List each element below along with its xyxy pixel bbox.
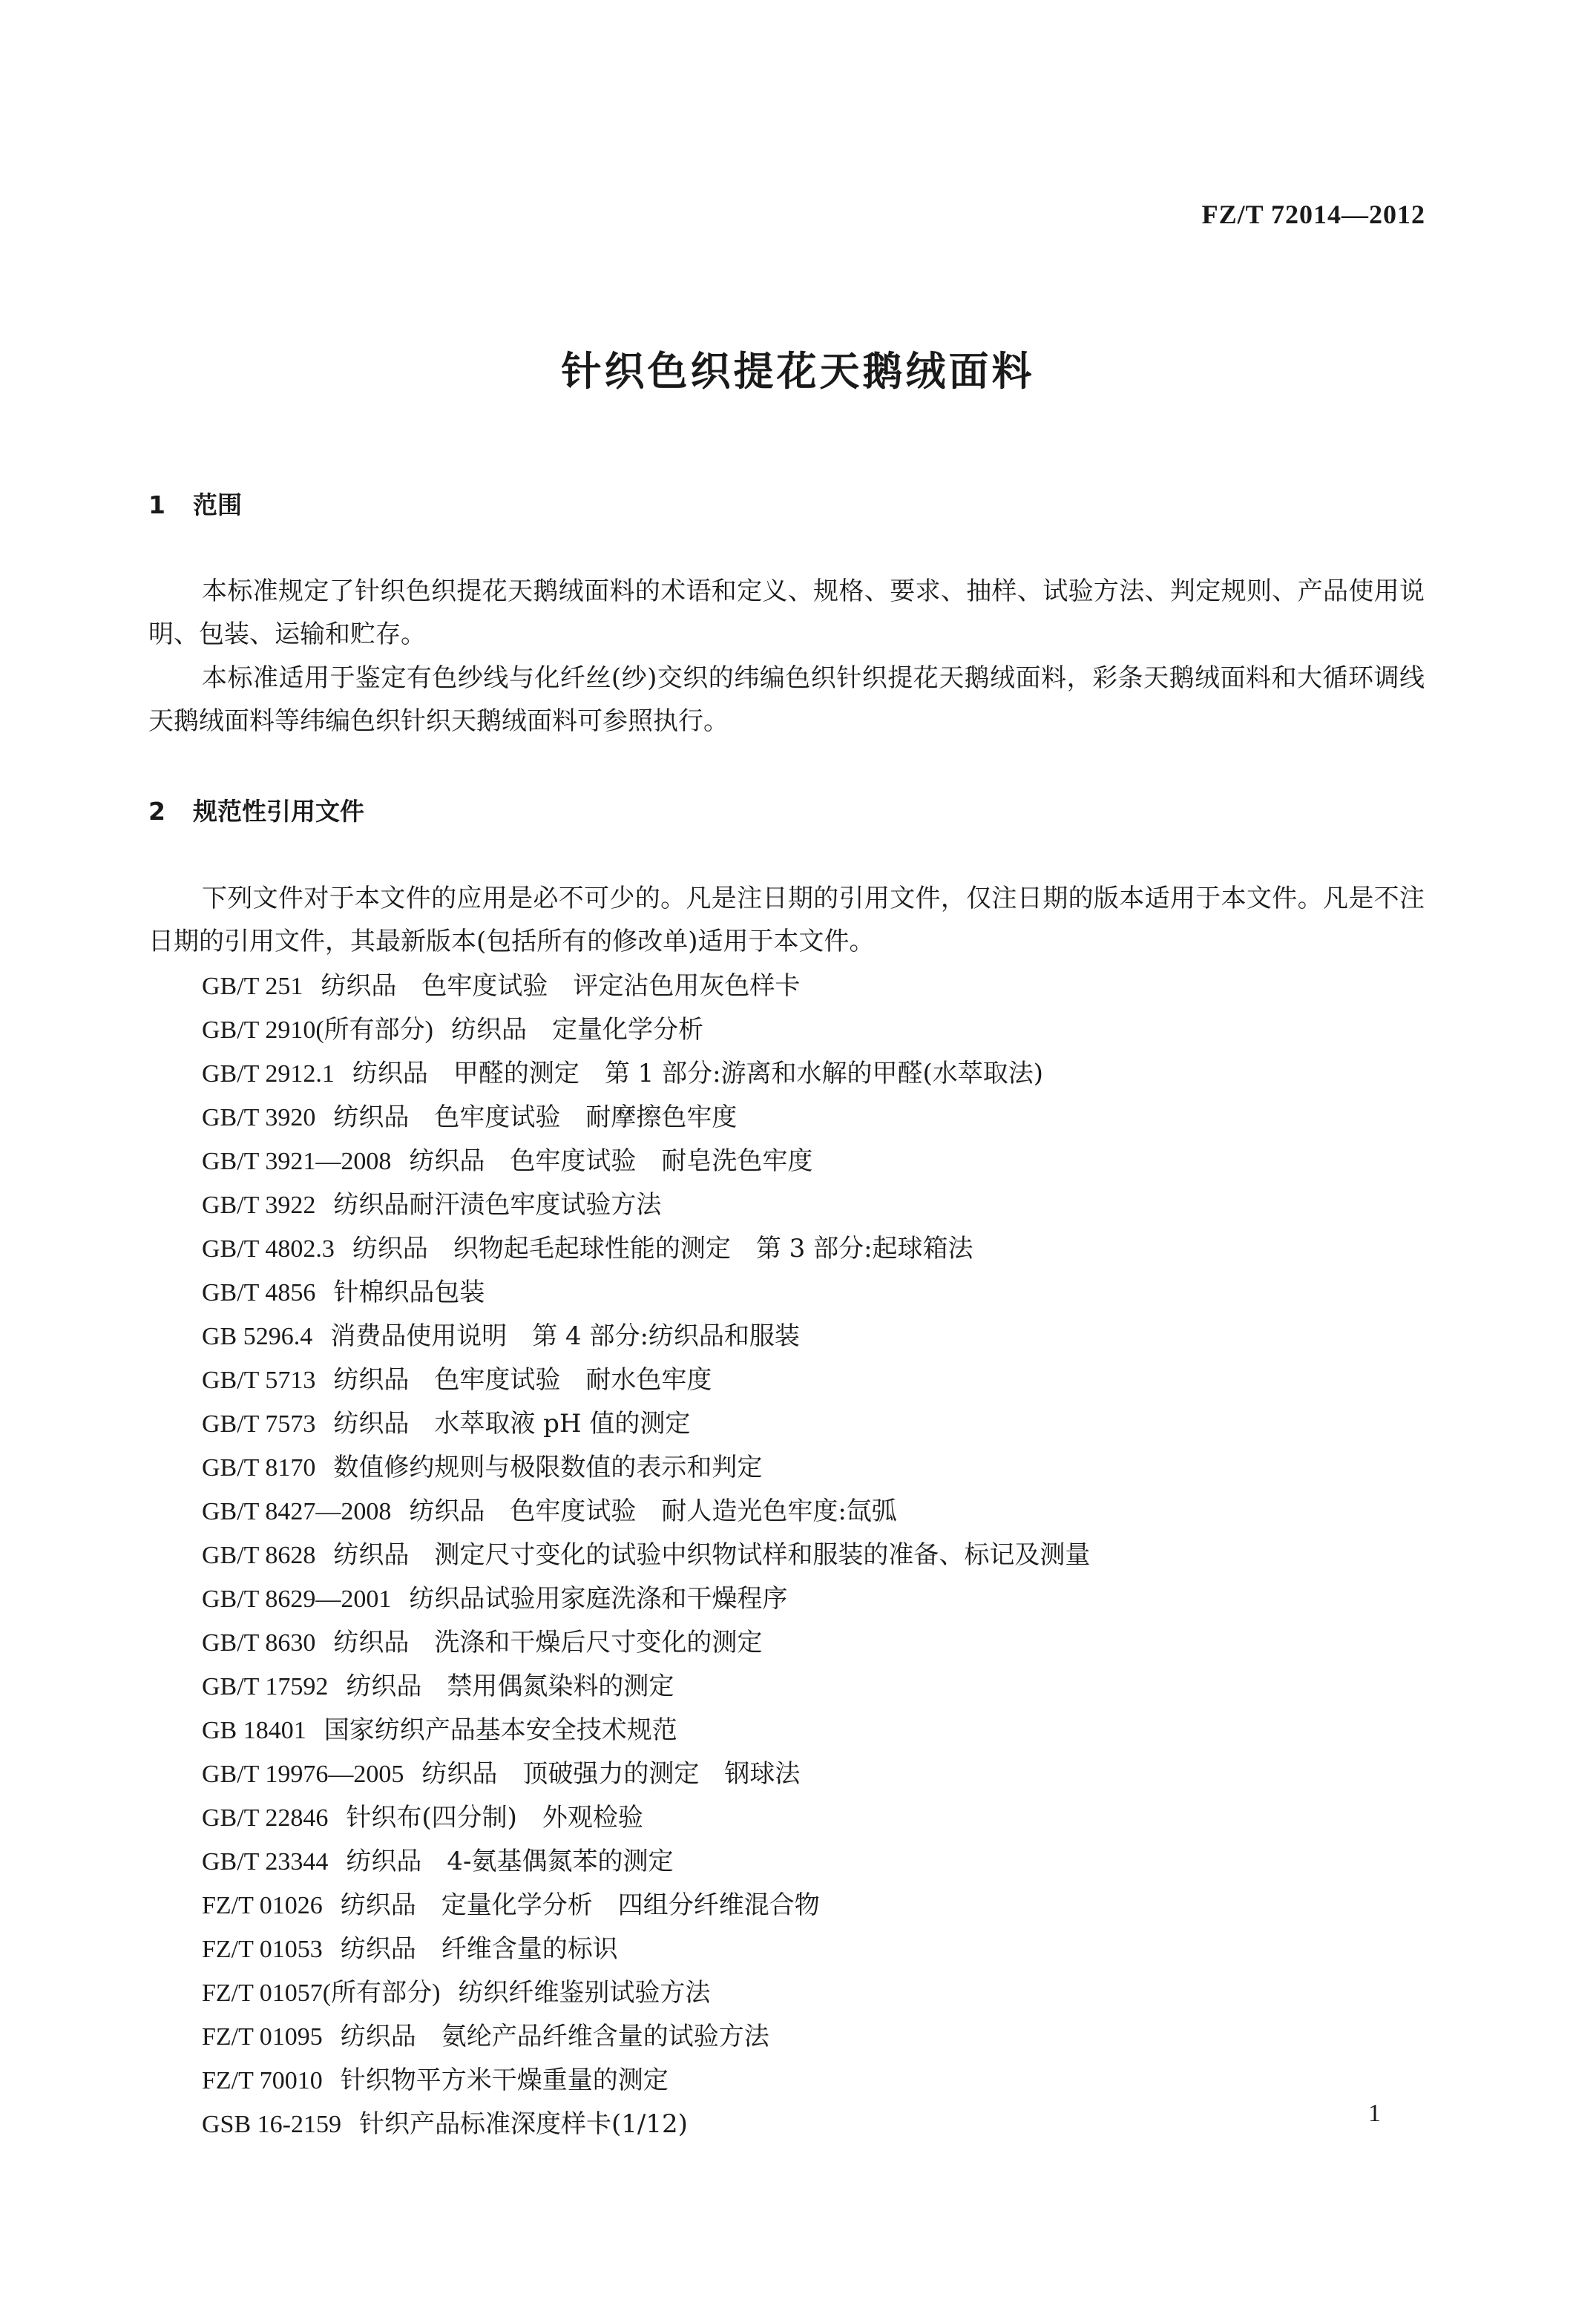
reference-list	[202, 964, 1090, 2146]
section-2-number: 2	[148, 797, 165, 826]
reference-code: GB/T 2910(所有部分)	[202, 1016, 433, 1044]
reference-code: GB/T 8170	[202, 1454, 316, 1482]
reference-item	[202, 1752, 1090, 1796]
section-1-paragraph-1: 本标准规定了针织色织提花天鹅绒面料的术语和定义、规格、要求、抽样、试验方法、判定规则、产品使用说明、包装、运输和贮存。	[148, 576, 1425, 649]
document-title: 针织色织提花天鹅绒面料	[561, 348, 1035, 395]
reference-title: 纺织品 色牢度试验 耐人造光色牢度:氙弧	[409, 1496, 897, 1526]
reference-code: GB/T 8630	[202, 1629, 316, 1657]
reference-item	[202, 1709, 1090, 1752]
reference-code: GB/T 17592	[202, 1673, 329, 1700]
reference-title: 纺织品 甲醛的测定 第 1 部分:游离和水解的甲醛(水萃取法)	[352, 1059, 1044, 1088]
reference-title: 纺织品 顶破强力的测定 钢球法	[421, 1759, 801, 1789]
reference-title: 纺织纤维鉴别试验方法	[458, 1978, 711, 2008]
reference-title: 纺织品 纤维含量的标识	[340, 1934, 618, 1964]
reference-code: GB/T 3920	[202, 1104, 316, 1131]
reference-title: 纺织品 测定尺寸变化的试验中织物试样和服装的准备、标记及测量	[333, 1540, 1091, 1570]
reference-item	[202, 1446, 1090, 1490]
reference-code: GSB 16-2159	[202, 2111, 341, 2138]
reference-item	[202, 1577, 1090, 1621]
reference-title: 针棉织品包装	[333, 1278, 485, 1307]
reference-item	[202, 1884, 1090, 1927]
reference-title: 纺织品 织物起毛起球性能的测定 第 3 部分:起球箱法	[352, 1234, 973, 1263]
reference-item	[202, 1315, 1090, 1358]
reference-item	[202, 1796, 1090, 1840]
reference-code: GB/T 19976—2005	[202, 1761, 404, 1788]
reference-item	[202, 1840, 1090, 1884]
reference-item	[202, 1402, 1090, 1446]
reference-title: 纺织品 禁用偶氮染料的测定	[346, 1672, 674, 1701]
reference-code: GB/T 8427—2008	[202, 1498, 392, 1525]
reference-item	[202, 1534, 1090, 1577]
reference-item	[202, 1358, 1090, 1402]
reference-item	[202, 1140, 1090, 1183]
reference-item	[202, 1227, 1090, 1271]
reference-item	[202, 1971, 1090, 2015]
reference-item	[202, 1490, 1090, 1534]
reference-title: 纺织品 色牢度试验 耐摩擦色牢度	[333, 1102, 738, 1132]
reference-code: FZ/T 01026	[202, 1892, 323, 1919]
reference-code: GB/T 8629—2001	[202, 1585, 392, 1613]
reference-title: 纺织品 4-氨基偶氮苯的测定	[346, 1847, 674, 1876]
reference-code: GB/T 2912.1	[202, 1060, 335, 1088]
reference-code: GB/T 23344	[202, 1848, 329, 1876]
reference-code: FZ/T 01053	[202, 1936, 323, 1963]
reference-title: 针织产品标准深度样卡(1/12)	[358, 2109, 688, 2139]
reference-title: 纺织品 色牢度试验 耐水色牢度	[333, 1365, 712, 1395]
reference-title: 纺织品 洗涤和干燥后尺寸变化的测定	[333, 1628, 763, 1657]
reference-title: 消费品使用说明 第 4 部分:纺织品和服装	[330, 1321, 800, 1351]
reference-item	[202, 2015, 1090, 2059]
reference-item	[202, 2103, 1090, 2146]
reference-title: 纺织品 定量化学分析	[450, 1015, 703, 1045]
reference-title: 针织物平方米干燥重量的测定	[340, 2065, 669, 2095]
reference-title: 针织布(四分制) 外观检验	[346, 1803, 643, 1833]
section-2-heading	[148, 792, 364, 827]
reference-title: 纺织品 水萃取液 pH 值的测定	[333, 1409, 691, 1439]
reference-item	[202, 1052, 1090, 1096]
reference-title: 纺织品 氨纶产品纤维含量的试验方法	[340, 2022, 769, 2051]
reference-item	[202, 1621, 1090, 1665]
reference-title: 国家纺织产品基本安全技术规范	[324, 1715, 677, 1745]
section-1-paragraph-2: 本标准适用于鉴定有色纱线与化纤丝(纱)交织的纬编色织针织提花天鹅绒面料，彩条天鹅绒面料和大循环调线天鹅绒面料等纬编色织针织天鹅绒面料可参照执行。	[148, 663, 1425, 736]
reference-item	[202, 1665, 1090, 1709]
reference-code: GB/T 4802.3	[202, 1235, 335, 1263]
reference-item	[202, 1096, 1090, 1140]
section-2-title: 规范性引用文件	[193, 797, 364, 826]
reference-title: 纺织品 色牢度试验 耐皂洗色牢度	[409, 1146, 813, 1176]
reference-code: GB/T 5713	[202, 1367, 316, 1394]
page-number: 1	[1368, 2100, 1381, 2127]
reference-item	[202, 1271, 1090, 1315]
section-1-title: 范围	[193, 490, 242, 519]
reference-code: GB 18401	[202, 1717, 306, 1744]
section-2-intro: 下列文件对于本文件的应用是必不可少的。凡是注日期的引用文件，仅注日期的版本适用于本文件。凡是不注日期的引用文件，其最新版本(包括所有的修改单)适用于本文件。	[148, 884, 1425, 956]
reference-item	[202, 1927, 1090, 1971]
reference-code: GB/T 251	[202, 973, 303, 1000]
reference-code: FZ/T 01095	[202, 2023, 323, 2051]
reference-title: 纺织品 色牢度试验 评定沾色用灰色样卡	[321, 971, 801, 1001]
reference-code: GB/T 3921—2008	[202, 1148, 392, 1175]
reference-code: GB/T 4856	[202, 1279, 316, 1307]
reference-code: FZ/T 70010	[202, 2067, 323, 2094]
section-1-heading	[148, 486, 242, 521]
reference-code: GB/T 22846	[202, 1804, 329, 1832]
reference-title: 纺织品试验用家庭洗涤和干燥程序	[409, 1584, 788, 1614]
reference-title: 数值修约规则与极限数值的表示和判定	[333, 1453, 763, 1482]
reference-code: GB/T 7573	[202, 1410, 316, 1438]
reference-item	[202, 2059, 1090, 2103]
reference-code: FZ/T 01057(所有部分)	[202, 1979, 441, 2007]
reference-item	[202, 1183, 1090, 1227]
reference-code: GB 5296.4	[202, 1323, 313, 1350]
reference-code: GB/T 3922	[202, 1192, 316, 1219]
section-1-number: 1	[148, 490, 165, 519]
standard-code: FZ/T 72014—2012	[1201, 200, 1425, 229]
reference-item	[202, 1008, 1090, 1052]
reference-title: 纺织品 定量化学分析 四组分纤维混合物	[340, 1890, 820, 1920]
reference-title: 纺织品耐汗渍色牢度试验方法	[333, 1190, 662, 1220]
reference-item	[202, 964, 1090, 1008]
reference-code: GB/T 8628	[202, 1542, 316, 1569]
